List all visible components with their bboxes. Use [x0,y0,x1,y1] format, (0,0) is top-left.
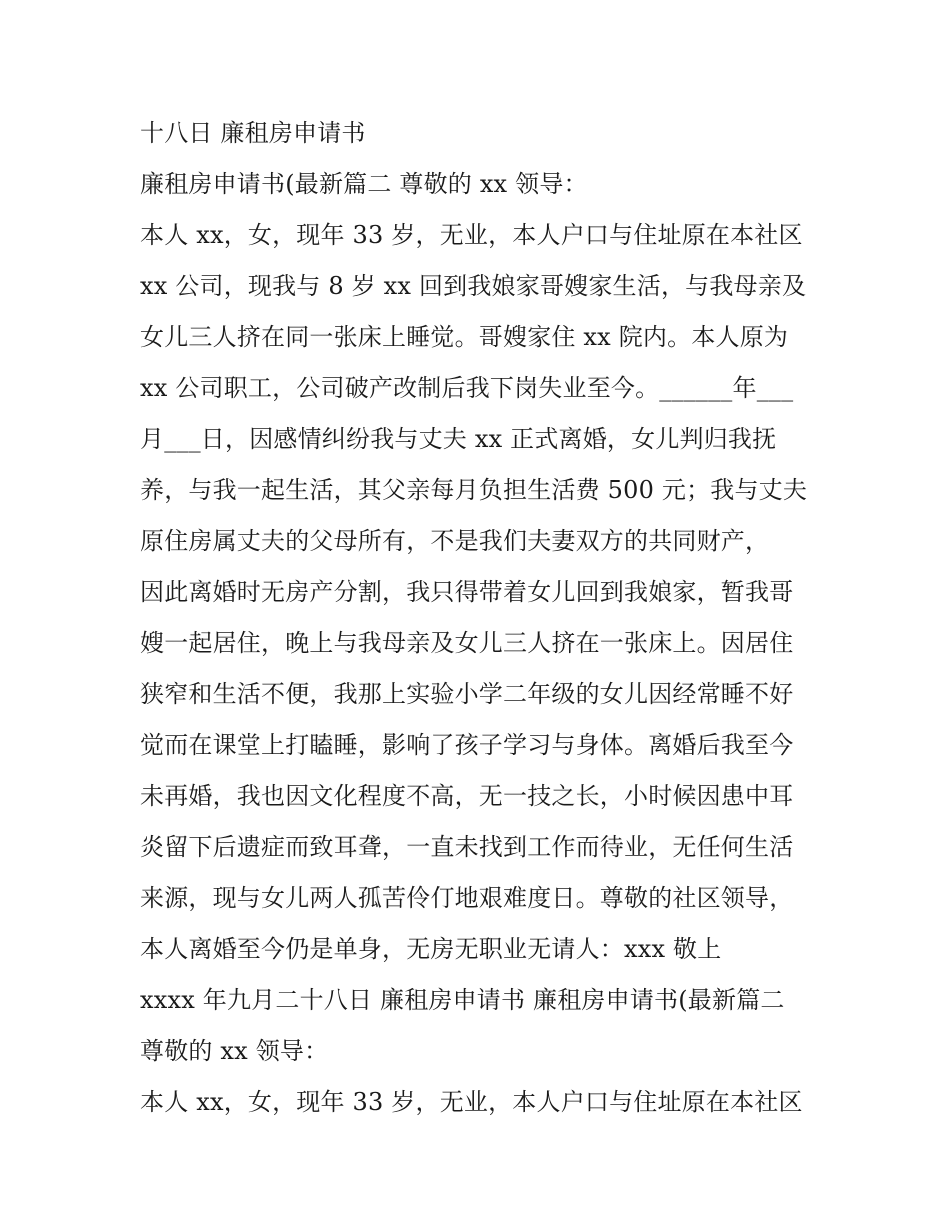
text-line: 觉而在课堂上打瞌睡，影响了孩子学习与身体。离婚后我至今 [140,731,794,759]
text-line: 月___日，因感情纠纷我与丈夫 xx 正式离婚，女儿判归我抚 [140,425,777,453]
text-line: 本人 xx，女，现年 33 岁，无业，本人户口与住址原在本社区 [140,221,803,249]
text-line: 因此离婚时无房产分割，我只得带着女儿回到我娘家，暂我哥 [140,578,794,606]
text-line: 尊敬的 xx 领导： [140,1037,329,1065]
text-line: 狭窄和生活不便，我那上实验小学二年级的女儿因经常睡不好 [140,680,794,708]
text-line: 廉租房申请书(最新篇二 尊敬的 xx 领导： [140,170,588,198]
text-line: 本人 xx，女，现年 33 岁，无业，本人户口与住址原在本社区 [140,1088,803,1116]
text-line: 原住房属丈夫的父母所有，不是我们夫妻双方的共同财产， [140,527,770,555]
text-line: 女儿三人挤在同一张床上睡觉。哥嫂家住 xx 院内。本人原为 [140,323,789,351]
text-line: 炎留下后遗症而致耳聋，一直未找到工作而待业，无任何生活 [140,833,794,861]
text-line: 本人离婚至今仍是单身，无房无职业无请人：xxx 敬上 [140,935,722,963]
text-line: 养，与我一起生活，其父亲每月负担生活费 500 元；我与丈夫 [140,476,808,504]
text-line: 嫂一起居住，晚上与我母亲及女儿三人挤在一张床上。因居住 [140,629,794,657]
text-line: xx 公司职工，公司破产改制后我下岗失业至今。______年___ [140,374,794,402]
text-line: xxxx 年九月二十八日 廉租房申请书 廉租房申请书(最新篇二 [140,986,785,1014]
text-line: xx 公司，现我与 8 岁 xx 回到我娘家哥嫂家生活，与我母亲及 [140,272,807,300]
text-line: 未再婚，我也因文化程度不高，无一技之长，小时候因患中耳 [140,782,794,810]
text-line: 来源，现与女儿两人孤苦伶仃地艰难度日。尊敬的社区领导， [140,884,794,912]
text-line: 十八日 廉租房申请书 [140,119,366,147]
document-body [140,108,820,1128]
